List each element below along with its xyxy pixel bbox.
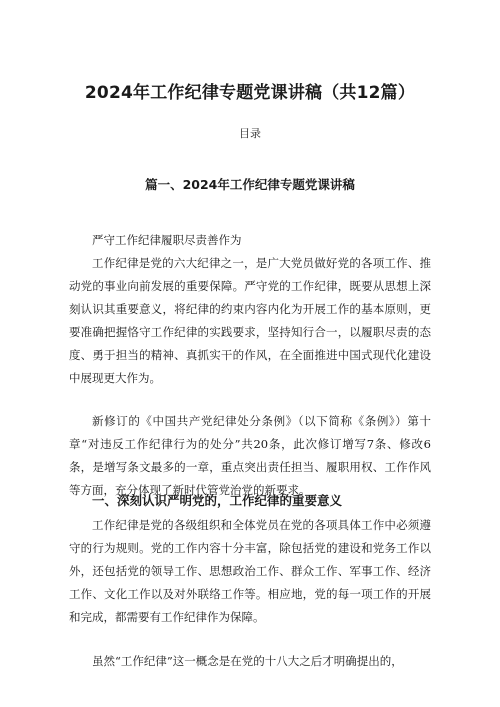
toc-label: 目录 bbox=[239, 127, 261, 140]
speech-subtitle: 严守工作纪律履职尽责善作为 bbox=[92, 233, 242, 247]
chapter-title: 篇一、2024年工作纪律专题党课讲稿 bbox=[145, 177, 355, 192]
paragraph: 新修订的《中国共产党纪律处分条例》（以下简称《条例》）第十章“对违反工作纪律行为的处分”共20条，此次修订增写7条、修改6条，是增写条文最多的一章，重点突出责任担当、履职用权、工作作风等方面，充分体现了新时代管党治党的新要求。 bbox=[69, 414, 431, 497]
document-title: 2024年工作纪律专题党课讲稿（共12篇） bbox=[84, 83, 416, 103]
section-heading: 一、深刻认识严明党的，工作纪律的重要意义 bbox=[92, 493, 343, 508]
paragraph: 虽然“工作纪律”这一概念是在党的十八大之后才明确提出的， bbox=[92, 654, 403, 668]
paragraph: 工作纪律是党的六大纪律之一，是广大党员做好党的各项工作、推动党的事业向前发展的重要保障。严守党的工作纪律，既要从思想上深刻认识其重要意义，将纪律的约束内容内化为开展工作的基本原则，更要准确把握恪守工作纪律的实践要求，坚持知行合一，以履职尽责的态度、勇于担当的精神、真抓实干的作风，在全面推进中国式现代化建设中展现更大作为。 bbox=[69, 256, 431, 385]
paragraph: 工作纪律是党的各级组织和全体党员在党的各项具体工作中必须遵守的行为规则。党的工作内容十分丰富，除包括党的建设和党务工作以外，还包括党的领导工作、思想政治工作、群众工作、军事工作、经济工作、文化工作以及对外联络工作等。相应地，党的每一项工作的开展和完成，都需要有工作纪律作为保障。 bbox=[69, 518, 431, 624]
